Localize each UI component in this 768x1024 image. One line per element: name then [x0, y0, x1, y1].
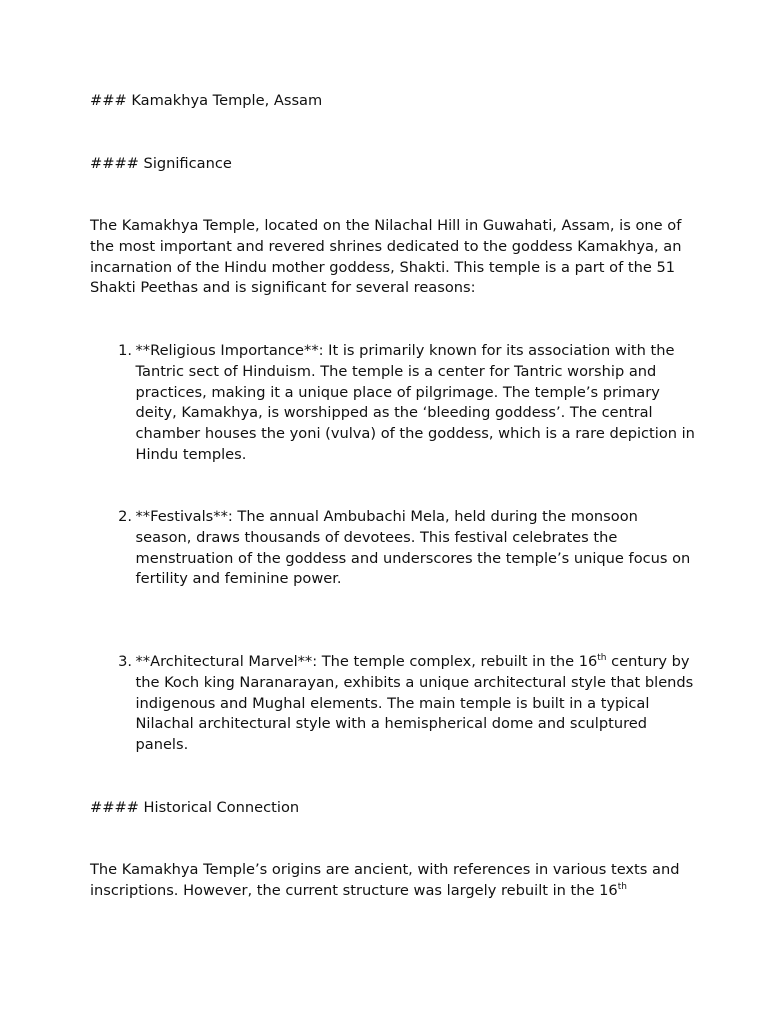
list-item-religious-importance — [110, 341, 695, 466]
list-number: 3. — [118, 653, 132, 670]
historical-paragraph — [90, 860, 690, 902]
list-item-text-part: century by the Koch king Naranarayan, exhibits a unique architectural style that blends indigenous and Mughal elements. The main temple is built in a typical Nilachal architectural style with a hemispherical dome and sculptured panels. — [135, 653, 694, 754]
list-item-text — [136, 652, 696, 756]
list-number: 1. — [118, 342, 132, 359]
historical-connection-heading: #### Historical Connection — [90, 799, 300, 816]
list-number: 2. — [118, 508, 132, 525]
list-item-text-part: **Architectural Marvel**: The temple complex, rebuilt in the 16 — [135, 653, 598, 670]
ordinal-superscript: th — [597, 653, 607, 664]
ordinal-superscript: th — [617, 881, 627, 892]
list-item-architectural-marvel — [110, 652, 694, 756]
document-title: ### Kamakhya Temple, Assam — [90, 92, 323, 109]
intro-paragraph: The Kamakhya Temple, located on the Nilachal Hill in Guwahati, Assam, is one of the most important and revered shrines dedicated to the goddess Kamakhya, an incarnation of the Hindu mother goddess, Shakti. This temple is a part of the 51 Shakti Peethas and is significant for several reasons: — [90, 217, 682, 297]
significance-heading: #### Significance — [90, 155, 232, 172]
list-item-festivals — [110, 507, 690, 590]
list-item-text: **Festivals**: The annual Ambubachi Mela, held during the monsoon season, draws thousands of devotees. This festival celebrates the menstruation of the goddess and underscores the temple’s unique focus on fertility and feminine power. — [135, 508, 691, 588]
list-item-text: **Religious Importance**: It is primarily known for its association with the Tantric sect of Hinduism. The temple is a center for Tantric worship and practices, making it a unique place of pilgrimage. The temple’s primary deity, Kamakhya, is worshipped as the ‘bleeding goddess’. The central chamber houses the yoni (vulva) of the goddess, which is a rare depiction in Hindu temples. — [135, 342, 695, 463]
historical-paragraph-text: The Kamakhya Temple’s origins are ancient, with references in various texts and inscriptions. However, the current structure was largely rebuilt in the 16 — [90, 861, 680, 899]
